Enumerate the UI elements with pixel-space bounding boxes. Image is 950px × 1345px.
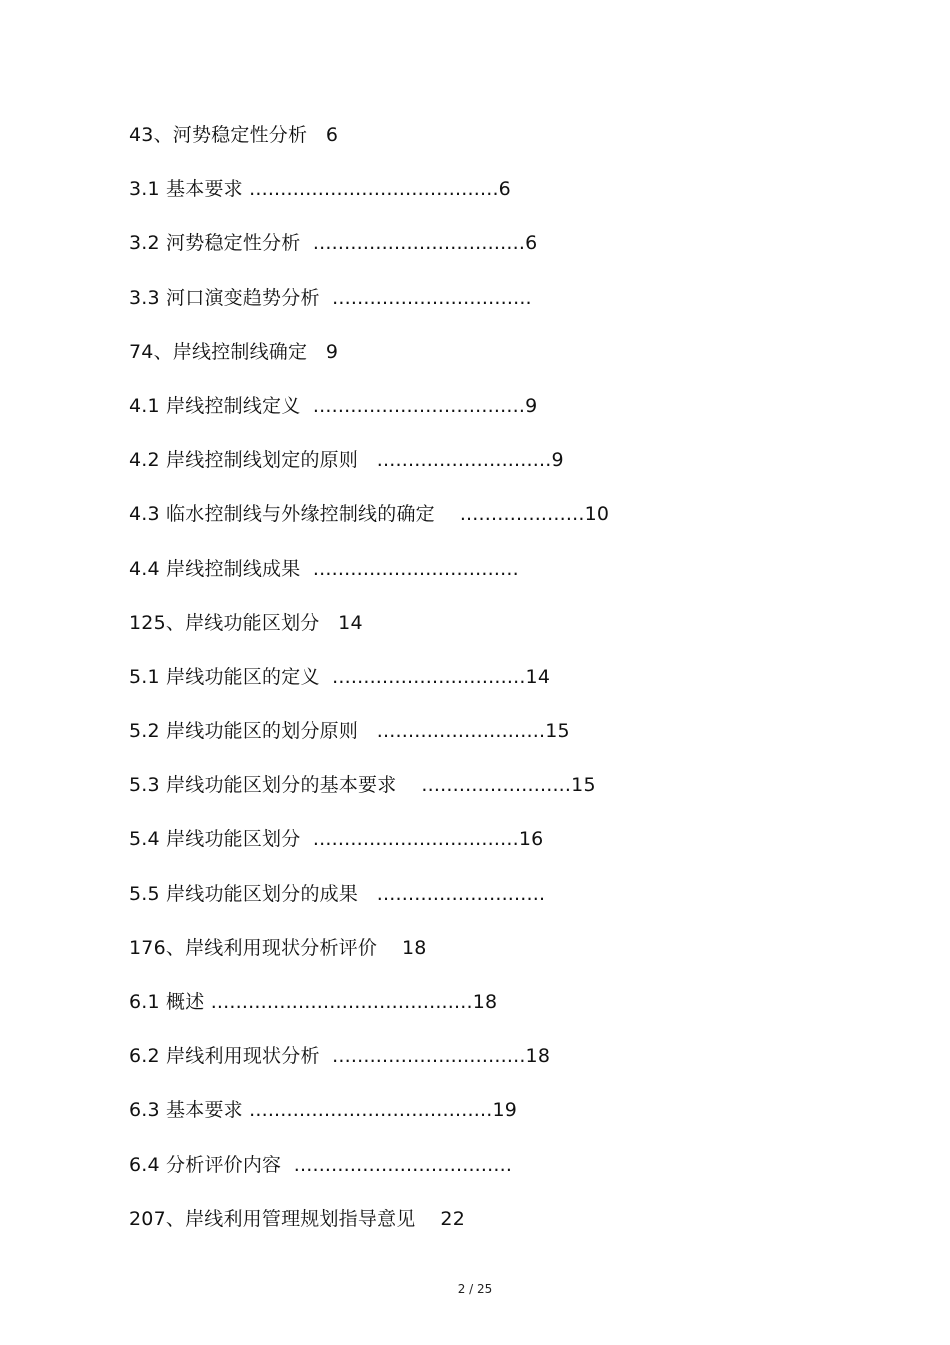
toc-entry: 4.4 岸线控制线成果 .................................	[129, 557, 519, 580]
toc-entry: 4.3 临水控制线与外缘控制线的确定 ....................10	[129, 503, 610, 526]
toc-entry: 6.4 分析评价内容 ...................................	[129, 1153, 513, 1176]
table-of-contents	[129, 118, 909, 1256]
toc-entry: 74、岸线控制线确定 9	[129, 340, 339, 363]
toc-entry: 43、河势稳定性分析 6	[129, 124, 339, 146]
toc-entry: 5.5 岸线功能区划分的成果 ...........................	[129, 882, 546, 905]
toc-entry: 176、岸线利用现状分析评价 18	[129, 936, 427, 959]
toc-entry: 5.1 岸线功能区的定义 ...............................14	[129, 665, 551, 688]
toc-entry: 207、岸线利用管理规划指导意见 22	[129, 1207, 466, 1230]
toc-entry: 125、岸线功能区划分 14	[129, 611, 363, 634]
toc-entry: 4.2 岸线控制线划定的原则 ............................9	[129, 449, 564, 472]
toc-entry: 4.1 岸线控制线定义 ..................................9	[129, 394, 538, 417]
toc-entry: 3.3 河口演变趋势分析 ................................	[129, 286, 532, 309]
page-number: 2 / 25	[457, 1282, 493, 1296]
toc-entry: 3.1 基本要求 ........................................6	[129, 178, 511, 201]
toc-entry: 6.1 概述 ..........................................18	[129, 991, 498, 1013]
toc-entry: 5.3 岸线功能区划分的基本要求 ........................15	[129, 774, 596, 797]
toc-entry: 3.2 河势稳定性分析 ..................................6	[129, 232, 538, 255]
toc-entry: 6.3 基本要求 .......................................19	[129, 1099, 518, 1122]
toc-entry: 5.4 岸线功能区划分 .................................16	[129, 828, 544, 851]
toc-entry: 6.2 岸线利用现状分析 ...............................18	[129, 1045, 551, 1068]
toc-entry: 5.2 岸线功能区的划分原则 ...........................15	[129, 720, 570, 743]
